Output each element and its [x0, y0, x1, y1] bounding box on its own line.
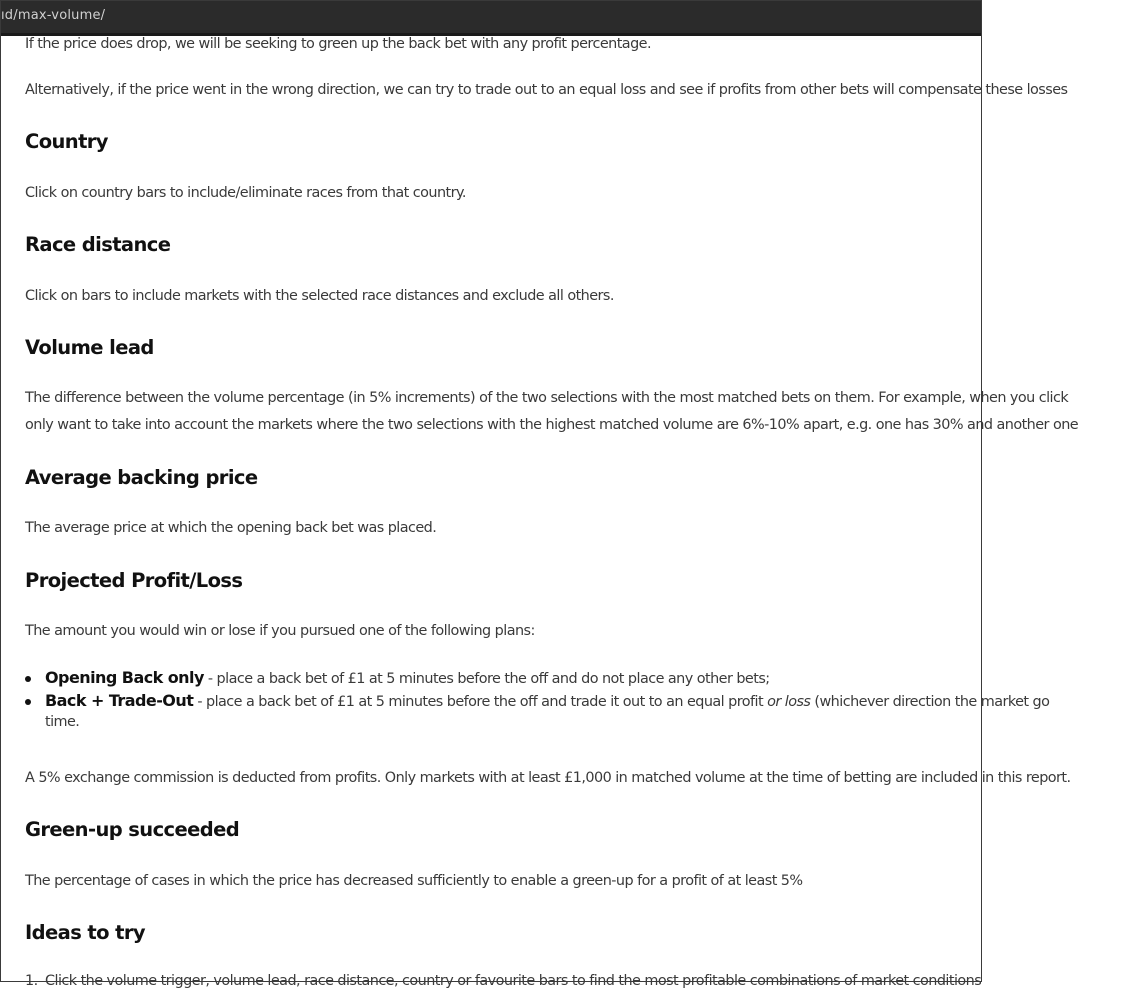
- ideas-list: [5, 973, 981, 989]
- volume-lead-heading: Volume lead: [25, 336, 154, 359]
- list-item: [5, 691, 1049, 730]
- plan-description: - place a back bet of £1 at 5 minutes before the off and do not place any other bets;: [203, 671, 770, 687]
- list-item: [5, 668, 1049, 687]
- plan-description-line2: time.: [45, 714, 80, 730]
- commission-note: A 5% exchange commission is deducted from profits. Only markets with at least £1,000 in matched volume at the time of betting are included in this report.: [25, 770, 1071, 786]
- volume-lead-text-line1: The difference between the volume percentage (in 5% increments) of the two selections with the most matched bets on them. For example, when you click: [25, 390, 1069, 406]
- plan-label: Back + Trade-Out: [45, 691, 194, 710]
- plan-description: - place a back bet of £1 at 5 minutes before the off and trade it out to an equal profit: [193, 694, 768, 710]
- average-backing-price-text: The average price at which the opening back bet was placed.: [25, 520, 437, 536]
- average-backing-price-heading: Average backing price: [25, 466, 258, 489]
- race-distance-text: Click on bars to include markets with the selected race distances and exclude all others.: [25, 288, 614, 304]
- plan-label: Opening Back only: [45, 668, 204, 687]
- volume-lead-text-line2: only want to take into account the markets where the two selections with the highest matched volume are 6%-10% apart, e.g. one has 30% and another one: [25, 417, 1079, 433]
- race-distance-heading: Race distance: [25, 233, 171, 256]
- plan-description-cont: (whichever direction the market go: [810, 694, 1050, 710]
- plan-description-italic: or loss: [767, 694, 811, 710]
- intro-paragraph-1: If the price does drop, we will be seeking to green up the back bet with any profit percentage.: [25, 36, 651, 52]
- address-bar[interactable]: [1, 1, 981, 36]
- url-text[interactable]: ıd/max-volume/: [1, 8, 106, 23]
- projected-profit-loss-heading: Projected Profit/Loss: [25, 569, 243, 592]
- country-text: Click on country bars to include/eliminate races from that country.: [25, 185, 466, 201]
- projected-profit-loss-text: The amount you would win or lose if you pursued one of the following plans:: [25, 623, 535, 639]
- list-item: 1. Click the volume trigger, volume lead, race distance, country or favourite bars to find the most profitable combinations of market conditions: [5, 973, 981, 989]
- plans-list: [5, 668, 1049, 730]
- green-up-succeeded-text: The percentage of cases in which the price has decreased sufficiently to enable a green-up for a profit of at least 5%: [25, 873, 803, 889]
- ideas-to-try-heading: Ideas to try: [25, 921, 145, 944]
- country-heading: Country: [25, 130, 108, 153]
- green-up-succeeded-heading: Green-up succeeded: [25, 818, 240, 841]
- intro-paragraph-2: Alternatively, if the price went in the wrong direction, we can try to trade out to an equal loss and see if profits from other bets will compensate these losses: [25, 82, 1068, 98]
